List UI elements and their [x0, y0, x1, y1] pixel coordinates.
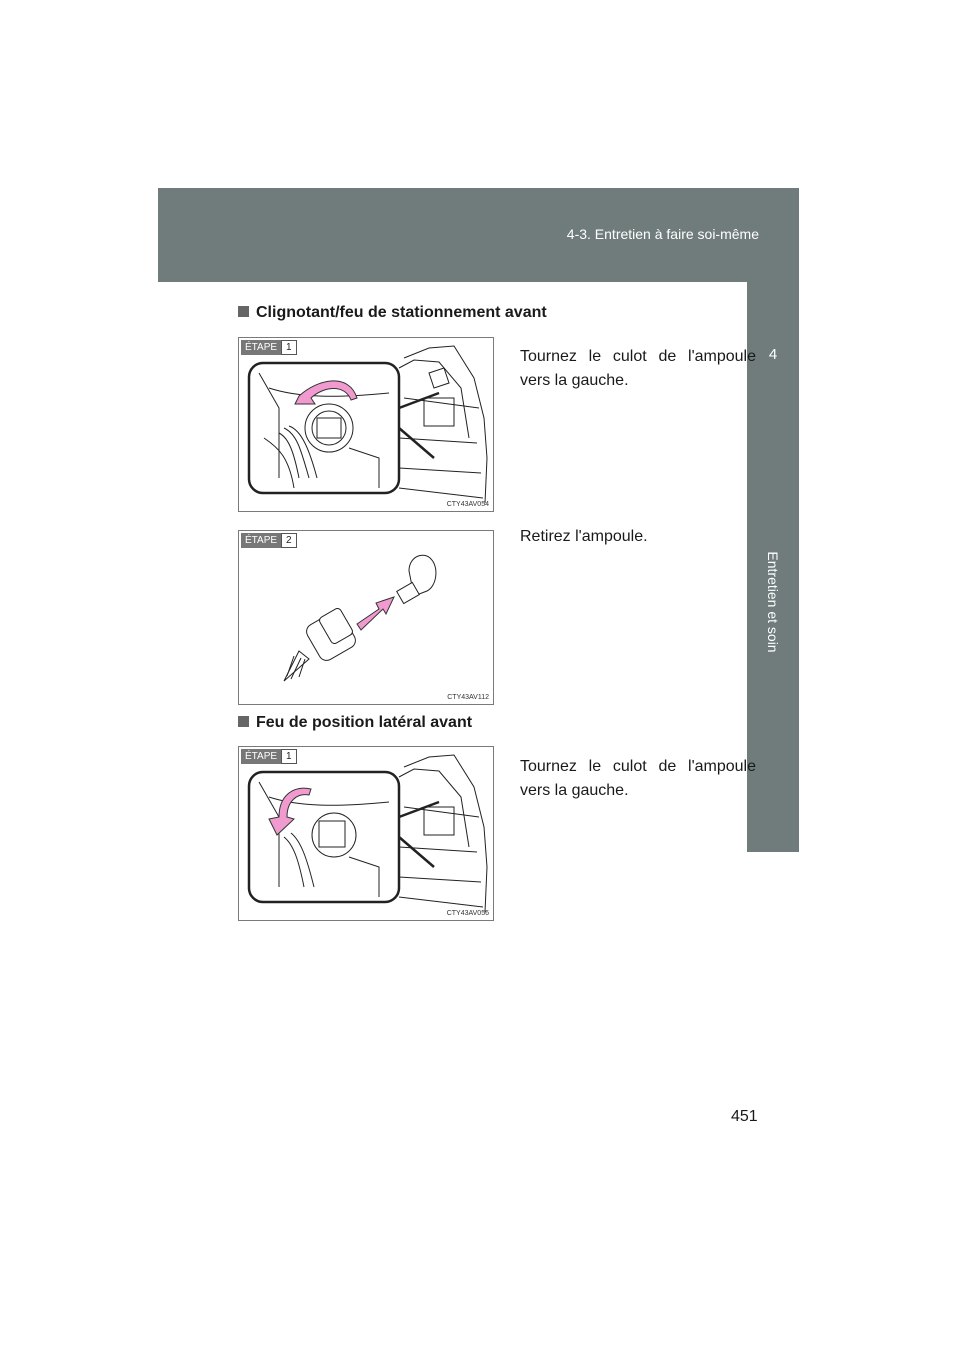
- chapter-number: 4: [768, 346, 778, 363]
- figure-step-2-remove-bulb: [238, 530, 494, 705]
- figure-code: CTY43AV056: [446, 910, 489, 917]
- side-marker-socket-illustration: [239, 747, 493, 920]
- figure-step-1-side-marker-socket: [238, 746, 494, 921]
- step-badge: ÉTAPE 1: [241, 749, 297, 764]
- step-badge: ÉTAPE 1: [241, 340, 297, 355]
- headlight-socket-illustration: [239, 338, 493, 511]
- instruction-step-1: Tournez le culot de l'ampoule vers la gauche.: [520, 348, 756, 389]
- bulb-removal-illustration: [239, 531, 493, 704]
- instruction-step-2: Retirez l'ampoule.: [520, 528, 648, 545]
- header-band: [158, 188, 799, 282]
- instruction-step-1-side-marker: Tournez le culot de l'ampoule vers la gauche.: [520, 758, 756, 799]
- figure-step-1-turn-socket: [238, 337, 494, 512]
- chapter-label: Entretien et soin: [765, 551, 781, 653]
- square-bullet-icon: [238, 306, 249, 317]
- square-bullet-icon: [238, 716, 249, 727]
- figure-code: CTY43AV112: [447, 694, 489, 701]
- section-title: 4-3. Entretien à faire soi-même: [566, 226, 759, 242]
- arrow-right-up-icon: [357, 597, 394, 630]
- step-badge: ÉTAPE 2: [241, 533, 297, 548]
- figure-code: CTY43AV054: [446, 501, 489, 508]
- page-number: 451: [731, 1108, 758, 1125]
- section-heading-front-side-marker: Feu de position latéral avant: [238, 714, 472, 732]
- section-heading-front-turn-signal: Clignotant/feu de stationnement avant: [238, 304, 547, 322]
